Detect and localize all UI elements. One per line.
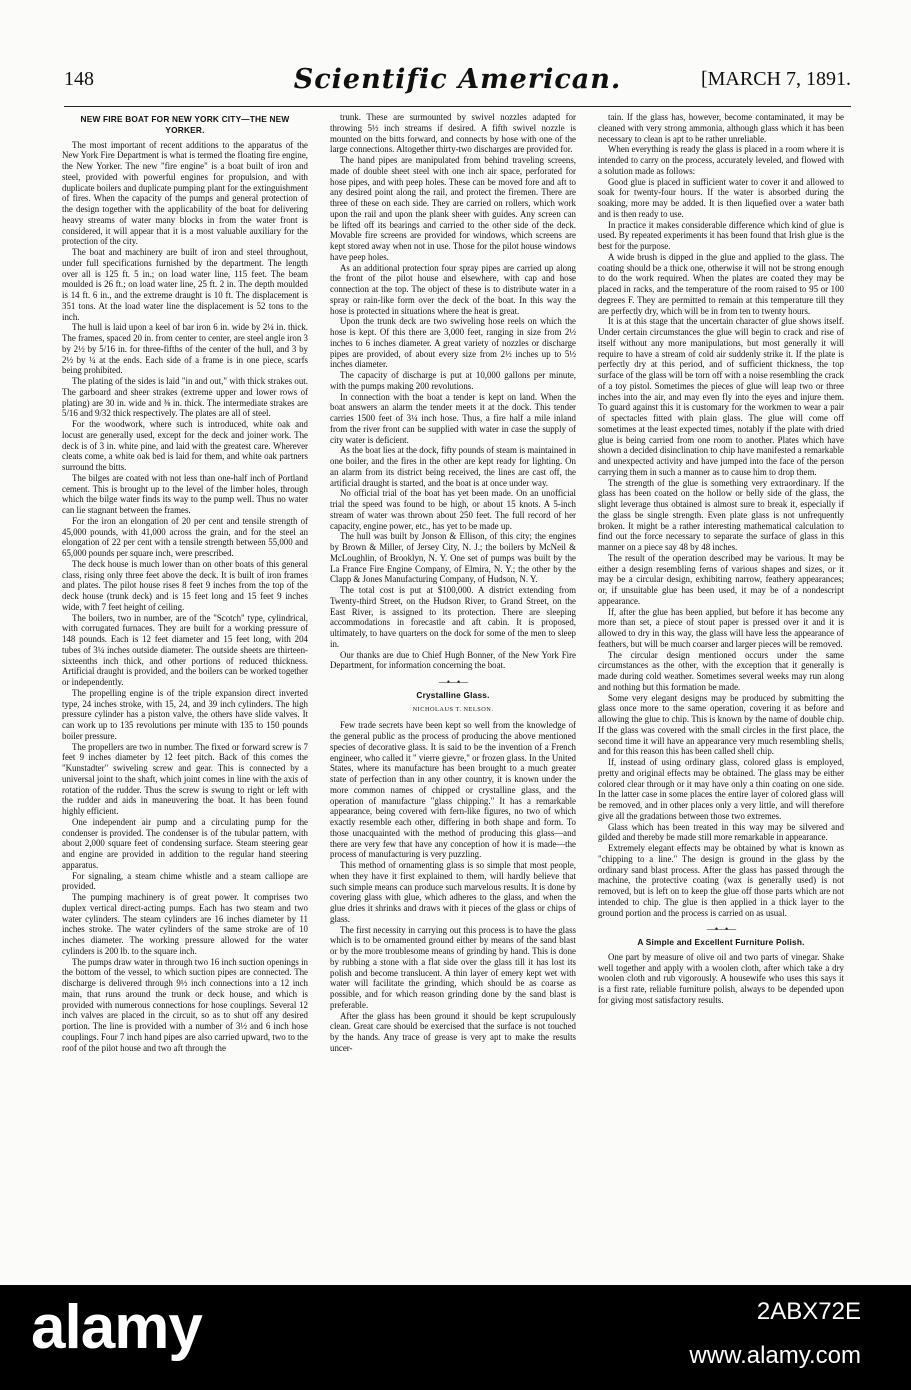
article-author: NICHOLAUS T. NELSON. [412, 705, 494, 713]
paragraph: If, instead of using ordinary glass, colored glass is employed, pretty and original effects may be obtained. The glass may be either colored clear through or it may have only a thin coating on one side. In the latter case in some places the entire layer of colored glass will be removed, and in other places only a very little, and will therefore give all the gradations between those two extremes. [598, 757, 844, 821]
header-rule [64, 106, 851, 107]
paragraph: The pumping machinery is of great power. It comprises two duplex vertical direct-acting pumps. Each has two steam and two water cylinders. The steam cylinders are 16 inches diameter by 11 inches stroke. The water cylinders of the same stroke are of 10 inches diameter. The working pressure allowed for the water cylinders is 200 lb. to the square inch. [62, 892, 308, 956]
paragraph: After the glass has been ground it should be kept scrupulously clean. Great care should be exercised that the surface is not touched by the hands. Any trace of grease is very apt to make the results uncer- [330, 1010, 576, 1053]
column-2-body-a [330, 112, 576, 671]
paragraph: When everything is ready the glass is placed in a room where it is intended to carry on the process, accurately leveled, and flowed with a solution made as follows: [598, 144, 844, 176]
alamy-logo: alamy [31, 1293, 202, 1362]
paragraph: The circular design mentioned occurs under the same circumstances as the other, with the exception that it generally is made during cold weather. Sometimes several weeks may run along and nothing but this formation be made. [598, 649, 844, 692]
paragraph: For the iron an elongation of 20 per cent and tensile strength of 45,000 pounds, with 41,000 across the grain, and for the steel an elongation of 22 per cent with a tensile strength between 55,000 and 65,000 pounds per square inch, were prescribed. [62, 515, 308, 558]
image-id: 2ABX72E [756, 1298, 861, 1325]
paragraph: The most important of recent additions to the apparatus of the New York Fire Department is what is termed the floating fire engine, the New Yorker. The new "fire engine" is a boat built of iron and steel, provided with powerful engines for propulsion, and with duplicate boilers and duplicate pumping plant for the extinguishment of fires. When the capacity of the pumps and general protection of the design together with the applicability of the boat for delivering heavy streams of water many blocks in from the water front is considered, it will appear that it is a most valuable auxiliary for the protection of the city. [62, 139, 308, 247]
page-number: 148 [64, 68, 94, 90]
section-ornament: —•—•— [706, 924, 736, 935]
paragraph: It is at this stage that the uncertain character of glue shows itself. Under certain circumstances the glue will begin to crack and rise of itself without any more manipulations, but most generally it will require to have a stream of cold air suddenly strike it. If the plate is perfectly dry at this period, and of sufficient thickness, the top surface of the glass will be torn off with a noise resembling the crack of a toy pistol. Sometimes the pieces of glue will leap two or three inches into the air, and may even fly into the eyes and injure them. To guard against this it is customary for the workmen to wear a pair of spectacles fitted with plain glass. The glue will come off sometimes at the least expected times, notably if the plate with dried glue is being carried from one room to another. Plates which have shown a decided disinclination to chip have manifested a remarkable and unexpected activity and have jumped into the face of the person carrying them in such a manner as to cause him to drop them. [598, 316, 844, 477]
paragraph: The bilges are coated with not less than one-half inch of Portland cement. This is brought up to the level of the limber holes, through which the bilge water finds its way to the pump well. Thus no water can lie stagnant between the frames. [62, 472, 308, 515]
watermark-url: www.alamy.com [689, 1342, 861, 1369]
column-2 [330, 112, 576, 1277]
paragraph: The hull is laid upon a keel of bar iron 6 in. wide by 2¼ in. thick. The frames, spaced 20 in. from center to center, are steel angle iron 3 by 2½ by 5/16 in. for three-fifths of the center of the hull, and 3 by 2½ by ¼ at the ends. Each side of a frame is in one piece, scarfs being prohibited. [62, 322, 308, 376]
column-2-body-b [330, 720, 576, 1053]
paragraph: The deck house is much lower than on other boats of this general class, rising only three feet above the deck. It is built of iron frames and plates. The pilot house rises 8 feet 9 inches from the top of the deck house (trunk deck) and is 15 feet long and 15 feet 9 inches wide, with 7 feet height of ceiling. [62, 558, 308, 612]
paragraph: trunk. These are surmounted by swivel nozzles adapted for throwing 5½ inch streams if desired. A fifth swivel nozzle is mounted on the bitts forward, and connects by hose with one of the large connections. Altogether thirty-two discharges are provided for. [330, 112, 576, 155]
paragraph: The boilers, two in number, are of the "Scotch" type, cylindrical, with corrugated furnaces. They are built for a working pressure of 148 pounds. Each is 12 feet diameter and 15 feet long, with 204 tubes of 3¼ inches outside diameter. The outside sheets are thirteen-sixteenths inch thick, and other portions of reduced thickness. Artificial draught is provided, and the boilers can be worked together or independently. [62, 612, 308, 687]
paragraph: One independent air pump and a circulating pump for the condenser is provided. The condenser is of the tubular pattern, with about 2,000 square feet of condensing surface. Steam steering gear and engine are provided in addition to the regular hand steering apparatus. [62, 816, 308, 870]
masthead: Scientific American. [293, 64, 622, 95]
paragraph: The propellers are two in number. The fixed or forward screw is 7 feet 9 inches diameter by 12 feet pitch. Back of this comes the "Kunstadter" swiveling screw and gear. This is connected by a universal joint to the shaft, which joint comes in line with the axis of rotation of the rudder. Thus the screw is swung to right or left with the rudder and aids in maneuvering the boat. It has been found highly efficient. [62, 741, 308, 816]
article-title-furniture-polish: A Simple and Excellent Furniture Polish. [637, 937, 805, 947]
paragraph: Our thanks are due to Chief Hugh Bonner, of the New York Fire Department, for information concerning the boat. [330, 649, 576, 671]
column-1-body [62, 140, 308, 1054]
paragraph: For signaling, a steam chime whistle and a steam calliope are provided. [62, 870, 308, 892]
paragraph: The hand pipes are manipulated from behind traveling screens, made of double sheet steel with one inch air space, perforated for hose pipes, and with peep holes. These can be moved fore and aft to any desired point along the rail, and protect the firemen. There are three of these on each side. They are carried on rollers, which work upon the rail and upon the plank sheer with guides. Any screen can be lifted off its bearings and carried to the other side of the deck. Movable fire screens are provided for windows, which screens are kept stored away when not in use. Those for the pilot house windows have peep holes. [330, 155, 576, 262]
paragraph: Extremely elegant effects may be obtained by what is known as "chipping to a line." The design is ground in the glass by the ordinary sand blast process. After the glass has passed through the machine, the protective coating (wax is generally used) is not removed, but is left on to keep the glue off those parts which are not intended to chip. The glue is then applied in a thick layer to the ground portion and the process is carried on as usual. [598, 843, 844, 918]
article-title-fire-boat: NEW FIRE BOAT FOR NEW YORK CITY—THE NEW YORKER. [80, 114, 290, 135]
paragraph: The plating of the sides is laid "in and out," with thick strakes out. The garboard and sheer strakes (extreme upper and lower rows of plating) are 30 in. wide and ⅜ in. thick. The intermediate strakes are 5/16 and 9/32 thick respectively. The plates are all of steel. [62, 376, 308, 419]
issue-date: [MARCH 7, 1891. [700, 68, 851, 90]
section-ornament: —•—•— [438, 677, 468, 687]
paragraph: The pumps draw water in through two 16 inch suction openings in the bottom of the vessel, to which suction pipes are connected. The discharge is delivered through 9½ inch connections into a 12 inch main, that runs around the trunk or deck house, and which is provided with numerous connections for hose couplings. Several 12 inch valves are placed in the circuit, so as to shut off any desired portion. The line is provided with a number of 3½ and 6 inch hose couplings. Four 7 inch hand pipes are also carried upward, two to the roof of the pilot house and two aft through the [62, 956, 308, 1053]
paragraph: The boat and machinery are built of iron and steel throughout, under full specifications furnished by the department. The length over all is 125 ft. 5 in.; on load water line, 115 feet. The beam moulded is 26 ft.; on load water line, 25 ft. 2 in. The depth moulded is 14 ft. 6 in., and the extreme draught is 10 ft. The displacement is 351 tons. At the load water line the displacement is 52 tons to the inch. [62, 247, 308, 322]
paragraph: The hull was built by Jonson & Ellison, of this city; the engines by Brown & Miller, of Jersey City, N. J.; the boilers by McNeil & McLoughlin, of Brooklyn, N. Y. One set of pumps was built by the La France Fire Engine Company, of Elmira, N. Y.; the other by the Clapp & Jones Manufacturing Company, of Hudson, N. Y. [330, 531, 576, 585]
column-1 [62, 112, 308, 1277]
page-header [64, 64, 851, 104]
column-3-body-b [598, 952, 844, 1006]
paragraph: As the boat lies at the dock, fifty pounds of steam is maintained in one boiler, and the fires in the other are kept ready for lighting. On an alarm from its district being received, the lines are cast off, the artificial draught is started, and the boat is at once under way. [330, 445, 576, 488]
paragraph: tain. If the glass has, however, become contaminated, it may be cleaned with very strong ammonia, although glass which it has been necessary to clean is apt to be rather unreliable. [598, 112, 844, 144]
paragraph: Glass which has been treated in this way may be silvered and gilded and thereby be made still more remarkable in appearance. [598, 821, 844, 843]
paragraph: The strength of the glue is something very extraordinary. If the glass has been coated on the hollow or belly side of the glass, the slight leverage thus obtained is almost sure to break it, especially if the glass be single strength. Even plate glass is not unfrequently broken. It might be a rather interesting mathematical calculation to find out the force necessary to separate the surface of glass in this manner on a piece say 48 by 48 inches. [598, 477, 844, 552]
paragraph: For the woodwork, where such is introduced, white oak and locust are generally used, except for the deck and joiner work. The deck is of 3 in. white pine, and laid with the greatest care. Wherever cleats come, a white oak bed is laid for them, and white oak partners surround the bitts. [62, 419, 308, 472]
column-3-body-a [598, 112, 844, 918]
paragraph: Few trade secrets have been kept so well from the knowledge of the general public as the process of producing the above mentioned species of decorative glass. It is said to be the invention of a French engineer, who called it " vierre gievre," or frozen glass. In the United States, where its manufacture has been brought to a much greater state of perfection than in any other country, it is known under the more common names of chipped or crystalline glass, and the operation of manufacture "glass chipping." It has a remarkable appearance, being covered with fern-like figures, no two of which exactly resemble each other, differing in both shape and form. To those unacquainted with the method of producing this glass—and there are very few that have any conception of how it is made—the process of manufacturing is very puzzling. [330, 720, 576, 860]
paragraph: No official trial of the boat has yet been made. On an unofficial trial the speed was found to be high, or about 15 knots. A 5-inch stream of water was thrown about 250 feet. The full record of her capacity, engine power, etc., has yet to be made up. [330, 488, 576, 531]
paragraph: As an additional protection four spray pipes are carried up along the front of the pilot house and elsewhere, with cap and hose connection at the top. The object of these is to distribute water in a spray or rain-like form over the deck of the boat. In this way the hose is protected in situations where the heat is great. [330, 262, 576, 316]
paragraph: The first necessity in carrying out this process is to have the glass which is to be ornamented ground either by means of the sand blast or by the more troublesome means of grinding by hand. This is done by rubbing a stone with a flat side over the glass till it has lost its polish and become translucent. A thin layer of emery kept wet with water will facilitate the grinding, which should be as coarse as possible, and for which reason grinding done by the sand blast is preferable. [330, 924, 576, 1010]
paragraph: Upon the trunk deck are two swiveling hose reels on which the hose is kept. Of this there are 3,000 feet, ranging in size from 2½ inches to 6 inches diameter. A great variety of nozzles or discharge pipes are provided, of about every size from 2½ inches up to 5½ inches diameter. [330, 316, 576, 370]
column-3 [598, 112, 844, 1277]
paragraph: One part by measure of olive oil and two parts of vinegar. Shake well together and apply with a woolen cloth, after which take a dry woolen cloth and rub vigorously. A housewife who uses this says it is a first rate, reliable furniture polish, always to be depended upon for giving most satisfactory results. [598, 951, 844, 1005]
paragraph: The result of the operation described may be various. It may be either a design resembling ferns of various shapes and sizes, or it may be a circular design, exhibiting narrow, feathery appearances; or, if unsuitable glue has been used, it may be of a nondescript appearance. [598, 552, 844, 606]
paragraph: This method of ornamenting glass is so simple that most people, when they have it first explained to them, will hardly believe that such simple means can produce such marvelous results. It is done by covering glass with glue, which adheres to the glass, and when the glue dries it shrinks and draws with it pieces of the glass or chips of glass. [330, 860, 576, 924]
article-title-crystalline-glass: Crystalline Glass. [416, 689, 490, 700]
paragraph: In connection with the boat a tender is kept on land. When the boat answers an alarm the tender meets it at the dock. This tender carries 1500 feet of 3¼ inch hose. Thus, a fire half a mile inland from the river front can be supplied with water in case the supply of city water is deficient. [330, 391, 576, 445]
paragraph: Good glue is placed in sufficient water to cover it and allowed to soak for twenty-four hours. If the water is absorbed during the soaking, more may be added. It is then liquefied over a water bath and is then ready to use. [598, 176, 844, 219]
paragraph: Some very elegant designs may be produced by submitting the glass once more to the same operation, covering it as before and allowing the glue to chip. This is known by the name of double chip. If the glass was covered with the small circles in the first place, the second time it will have an appearance very much resembling shells, and for this reason this has been called shell chip. [598, 692, 844, 757]
paragraph: The capacity of discharge is put at 10,000 gallons per minute, with the pumps making 200 revolutions. [330, 370, 576, 391]
paragraph: In practice it makes considerable difference which kind of glue is used. By repeated experiments it has been found that Irish glue is the best for the purpose. [598, 219, 844, 251]
paragraph: If, after the glue has been applied, but before it has become any more than set, a piece of stout paper is pressed over it and it is allowed to dry in this way, the glass will have less the appearance of feathers, but will be much coarser and larger pieces will be removed. [598, 606, 844, 649]
paragraph: The total cost is put at $100,000. A district extending from Twenty-third Street, on the Hudson River, to Grand Street, on the East River, is assigned to its protection. There are sleeping accommodations in forecastle and aft cabin. It is proposed, ultimately, to have quarters on the dock for some of the men to sleep in. [330, 585, 576, 649]
paragraph: A wide brush is dipped in the glue and applied to the glass. The coating should be a thick one, otherwise it will not be strong enough to do the work required. When the plates are coated they may be placed in racks, and the temperature of the room raised to 95 or 100 degrees F. They are permitted to remain at this temperature till they are perfectly dry, which will be in from ten to twenty hours. [598, 251, 844, 316]
paragraph: The propelling engine is of the triple expansion direct inverted type, 24 inches stroke, with 15, 24, and 39 inch cylinders. The high pressure cylinder has a piston valve, the others have slide valves. It can work up to 135 revolutions per minute with 135 to 150 pounds boiler pressure. [62, 687, 308, 741]
